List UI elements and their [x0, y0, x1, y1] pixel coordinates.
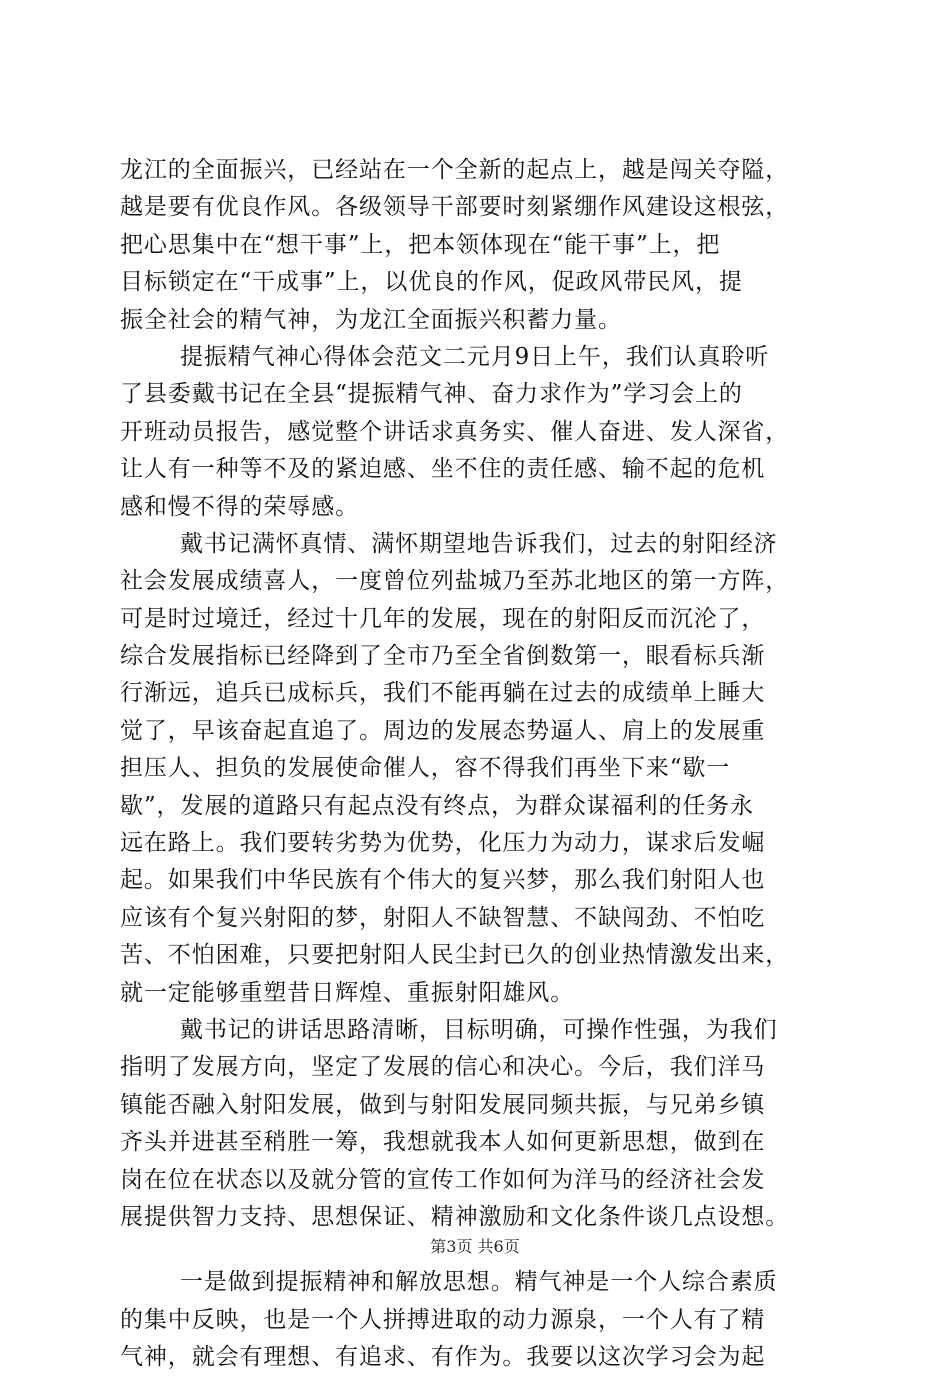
text-line: 就一定能够重塑昔日辉煌、重振射阳雄风。 [120, 979, 575, 1006]
text-line: 起。如果我们中华民族有个伟大的复兴梦，那么我们射阳人也 [120, 867, 766, 894]
text-line: 开班动员报告，感觉整个讲话求真务实、催人奋进、发人深省， [120, 418, 790, 445]
text-line: 觉了，早该奋起直追了。周边的发展态势逼人、肩上的发展重 [120, 717, 766, 744]
text-line: 了县委戴书记在全县“提振精气神、奋力求作为”学习会上的 [120, 381, 743, 408]
text-line: 应该有个复兴射阳的梦，射阳人不缺智慧、不缺闯劲、不怕吃 [120, 904, 766, 931]
text-line: 岗在位在状态以及就分管的宣传工作如何为洋马的经济社会发 [120, 1166, 766, 1193]
text-line: 苦、不怕困难，只要把射阳人民尘封已久的创业热情激发出来， [120, 942, 790, 969]
text-line: 综合发展指标已经降到了全市乃至全省倒数第一，眼看标兵渐 [120, 643, 766, 670]
body-text [120, 152, 832, 1377]
text-line: 可是时过境迁，经过十几年的发展，现在的射阳反而沉沦了， [120, 605, 766, 632]
text-line: 振全社会的精气神，为龙江全面振兴积蓄力量。 [120, 306, 622, 333]
text-line: 让人有一种等不及的紧迫感、坐不住的责任感、输不起的危机 [120, 456, 766, 483]
text-line: 越是要有优良作风。各级领导干部要时刻紧绷作风建设这根弦， [120, 194, 790, 221]
text-line: 目标锁定在“干成事”上，以优良的作风，促政风带民风，提 [120, 269, 743, 296]
text-line: 展提供智力支持、思想保证、精神激励和文化条件谈几点设想。 [120, 1203, 790, 1230]
text-line: 社会发展成绩喜人，一度曾位列盐城乃至苏北地区的第一方阵， [120, 568, 790, 595]
text-line: 行渐远，追兵已成标兵，我们不能再躺在过去的成绩单上睡大 [120, 680, 766, 707]
text-line: 感和慢不得的荣辱感。 [120, 493, 359, 520]
paragraph-start-line: 戴书记的讲话思路清晰，目标明确，可操作性强，为我们 [180, 1016, 778, 1043]
text-line: 气神，就会有理想、有追求、有作为。我要以这次学习会为起 [120, 1344, 766, 1371]
text-line: 歇”，发展的道路只有起点没有终点，为群众谋福利的任务永 [120, 792, 755, 819]
text-line: 的集中反映，也是一个人拼搏进取的动力源泉，一个人有了精 [120, 1306, 766, 1333]
paragraph-start-line: 戴书记满怀真情、满怀期望地告诉我们，过去的射阳经济 [180, 530, 778, 557]
paragraph-start-line: 提振精气神心得体会范文二元月9日上午，我们认真聆听 [180, 343, 770, 370]
paragraph-start-line: 一是做到提振精神和解放思想。精气神是一个人综合素质 [180, 1269, 778, 1296]
text-line: 担压人、担负的发展使命催人，容不得我们再坐下来“歇一 [120, 755, 731, 782]
text-line: 指明了发展方向，坚定了发展的信心和决心。今后，我们洋马 [120, 1054, 766, 1081]
text-line: 齐头并进甚至稍胜一筹，我想就我本人如何更新思想，做到在 [120, 1129, 766, 1156]
text-line: 镇能否融入射阳发展，做到与射阳发展同频共振，与兄弟乡镇 [120, 1091, 766, 1118]
text-line: 远在路上。我们要转劣势为优势，化压力为动力，谋求后发崛 [120, 830, 766, 857]
text-line: 把心思集中在“想干事”上，把本领体现在“能干事”上，把 [120, 231, 721, 258]
text-line: 龙江的全面振兴，已经站在一个全新的起点上，越是闯关夺隘， [120, 157, 790, 183]
page-number-footer: 第3页 共6页 [430, 1237, 520, 1256]
